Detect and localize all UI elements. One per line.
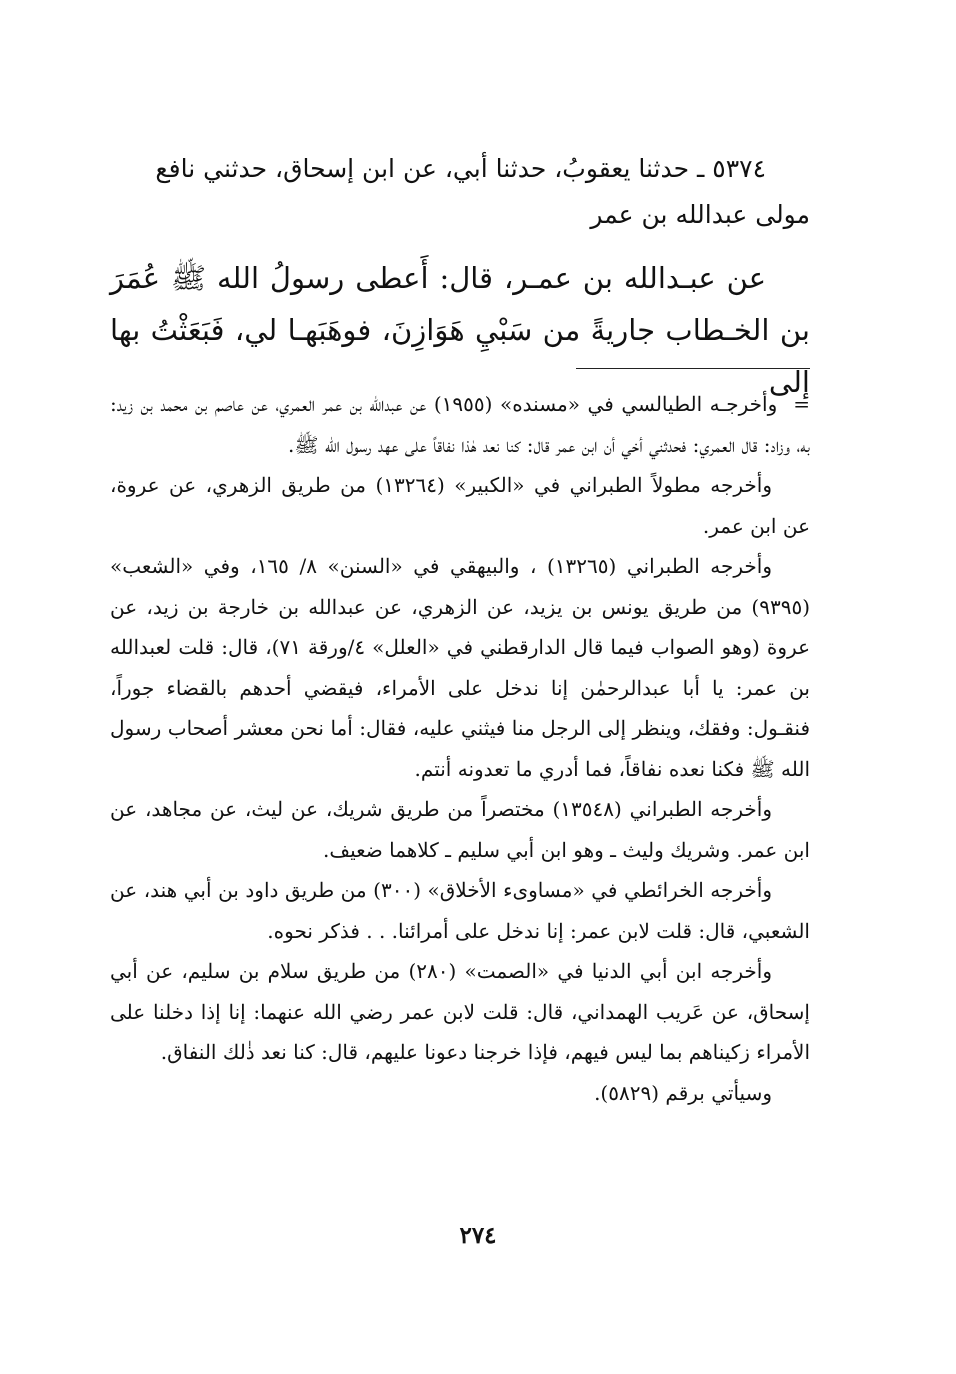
footnote-paragraph: وسيأتي برقم (٥٨٢٩). [594, 1080, 772, 1105]
footnote-paragraph: وأخرجه مطولاً الطبراني في «الكبير» (١٣٢٦٤) من طريق الزهري، عن عروة، عن ابن عمر. [110, 473, 810, 538]
page-number: ٢٧٤ [459, 1222, 497, 1249]
isnad-line-1: ٥٣٧٤ ـ حدثنا يعقوبُ، حدثنا أبي، عن ابن إسحاق، حدثني نافع [155, 154, 766, 183]
hadith-isnad [110, 146, 810, 238]
footnote-paragraph: وأخرجه الخرائطي في «مساوىء الأخلاق» (٣٠٠) من طريق داود بن أبي هند، عن الشعبي، قال: قلت لابن عمر: إنا ندخل على أمرائنا. . . فذكر نحوه. [110, 878, 810, 943]
footnote-paragraph: وأخرجه الطبراني (١٣٢٦٥) ، والبيهقي في «السنن» ٨/ ١٦٥، وفي «الشعب» (٩٣٩٥) من طريق يونس بن يزيد، عن الزهري، عن عبدالله بن خارجة بن زيد، عن عروة (وهو الصواب فيما قال الدارقطني في «العلل» ٤/ورقة ٧١)، قال: قلت لعبدالله بن عمر: يا أبا عبدالرحمٰن إنا ندخل على الأمراء، فيقضي أحدهم بالقضاء جوراً، فنقـول: وفقك، وينظر إلى الرجل منا فيثني عليه، فقال: أما نحن معشر أصحاب رسول الله ﷺ فكنا نعده نفاقاً، فما أدري ما تعدونه أنتم. [110, 554, 811, 781]
continuation-mark: = [793, 392, 810, 416]
matn-text: عن عبـدالله بن عمـر، قال: أَعطى رسولُ الله ﷺ عُمَرَ بن الخـطاب جاريةً من سَبْيِ هَوَازِنَ، فوهَبَهـا لي، فَبَعَثْتُ بها إلى [110, 261, 810, 399]
footnote-paragraph: وأخرجه ابن أبي الدنيا في «الصمت» (٢٨٠) من طريق سلام بن سليم، عن أبي إسحاق، عن عَريب الهمداني، قال: قلت لابن عمر رضي الله عنهما: إنا إذا دخلنا على الأمراء زكيناهم بما ليس فيهم، فإذا خرجنا دعونا عليهم، قال: كنا نعد ذٰلك النفاق. [110, 959, 810, 1064]
footnote-paragraph [110, 384, 810, 465]
footnotes [110, 384, 810, 1113]
isnad-line-2: مولى عبدالله بن عمر [590, 200, 810, 229]
footnote-paragraph: وأخرجه الطبراني (١٣٥٤٨) مختصراً من طريق شريك، عن ليث، عن مجاهد، عن ابن عمر. وشريك وليث ـ وهو ابن أبي سليم ـ كلاهما ضعيف. [110, 797, 810, 862]
footnote-text: وأخرجـه الطيالسي في «مسنده» (١٩٥٥) عن عبدالله بن عمر العمري، عن عاصم بن محمد بن زيد: به، وزاد: قال العمري: فحدثني أخي أن ابن عمر قال: كنا نعد هٰذا نفاقاً على عهد رسول الله ﷺ. [110, 392, 810, 457]
footnote-divider [576, 368, 810, 369]
